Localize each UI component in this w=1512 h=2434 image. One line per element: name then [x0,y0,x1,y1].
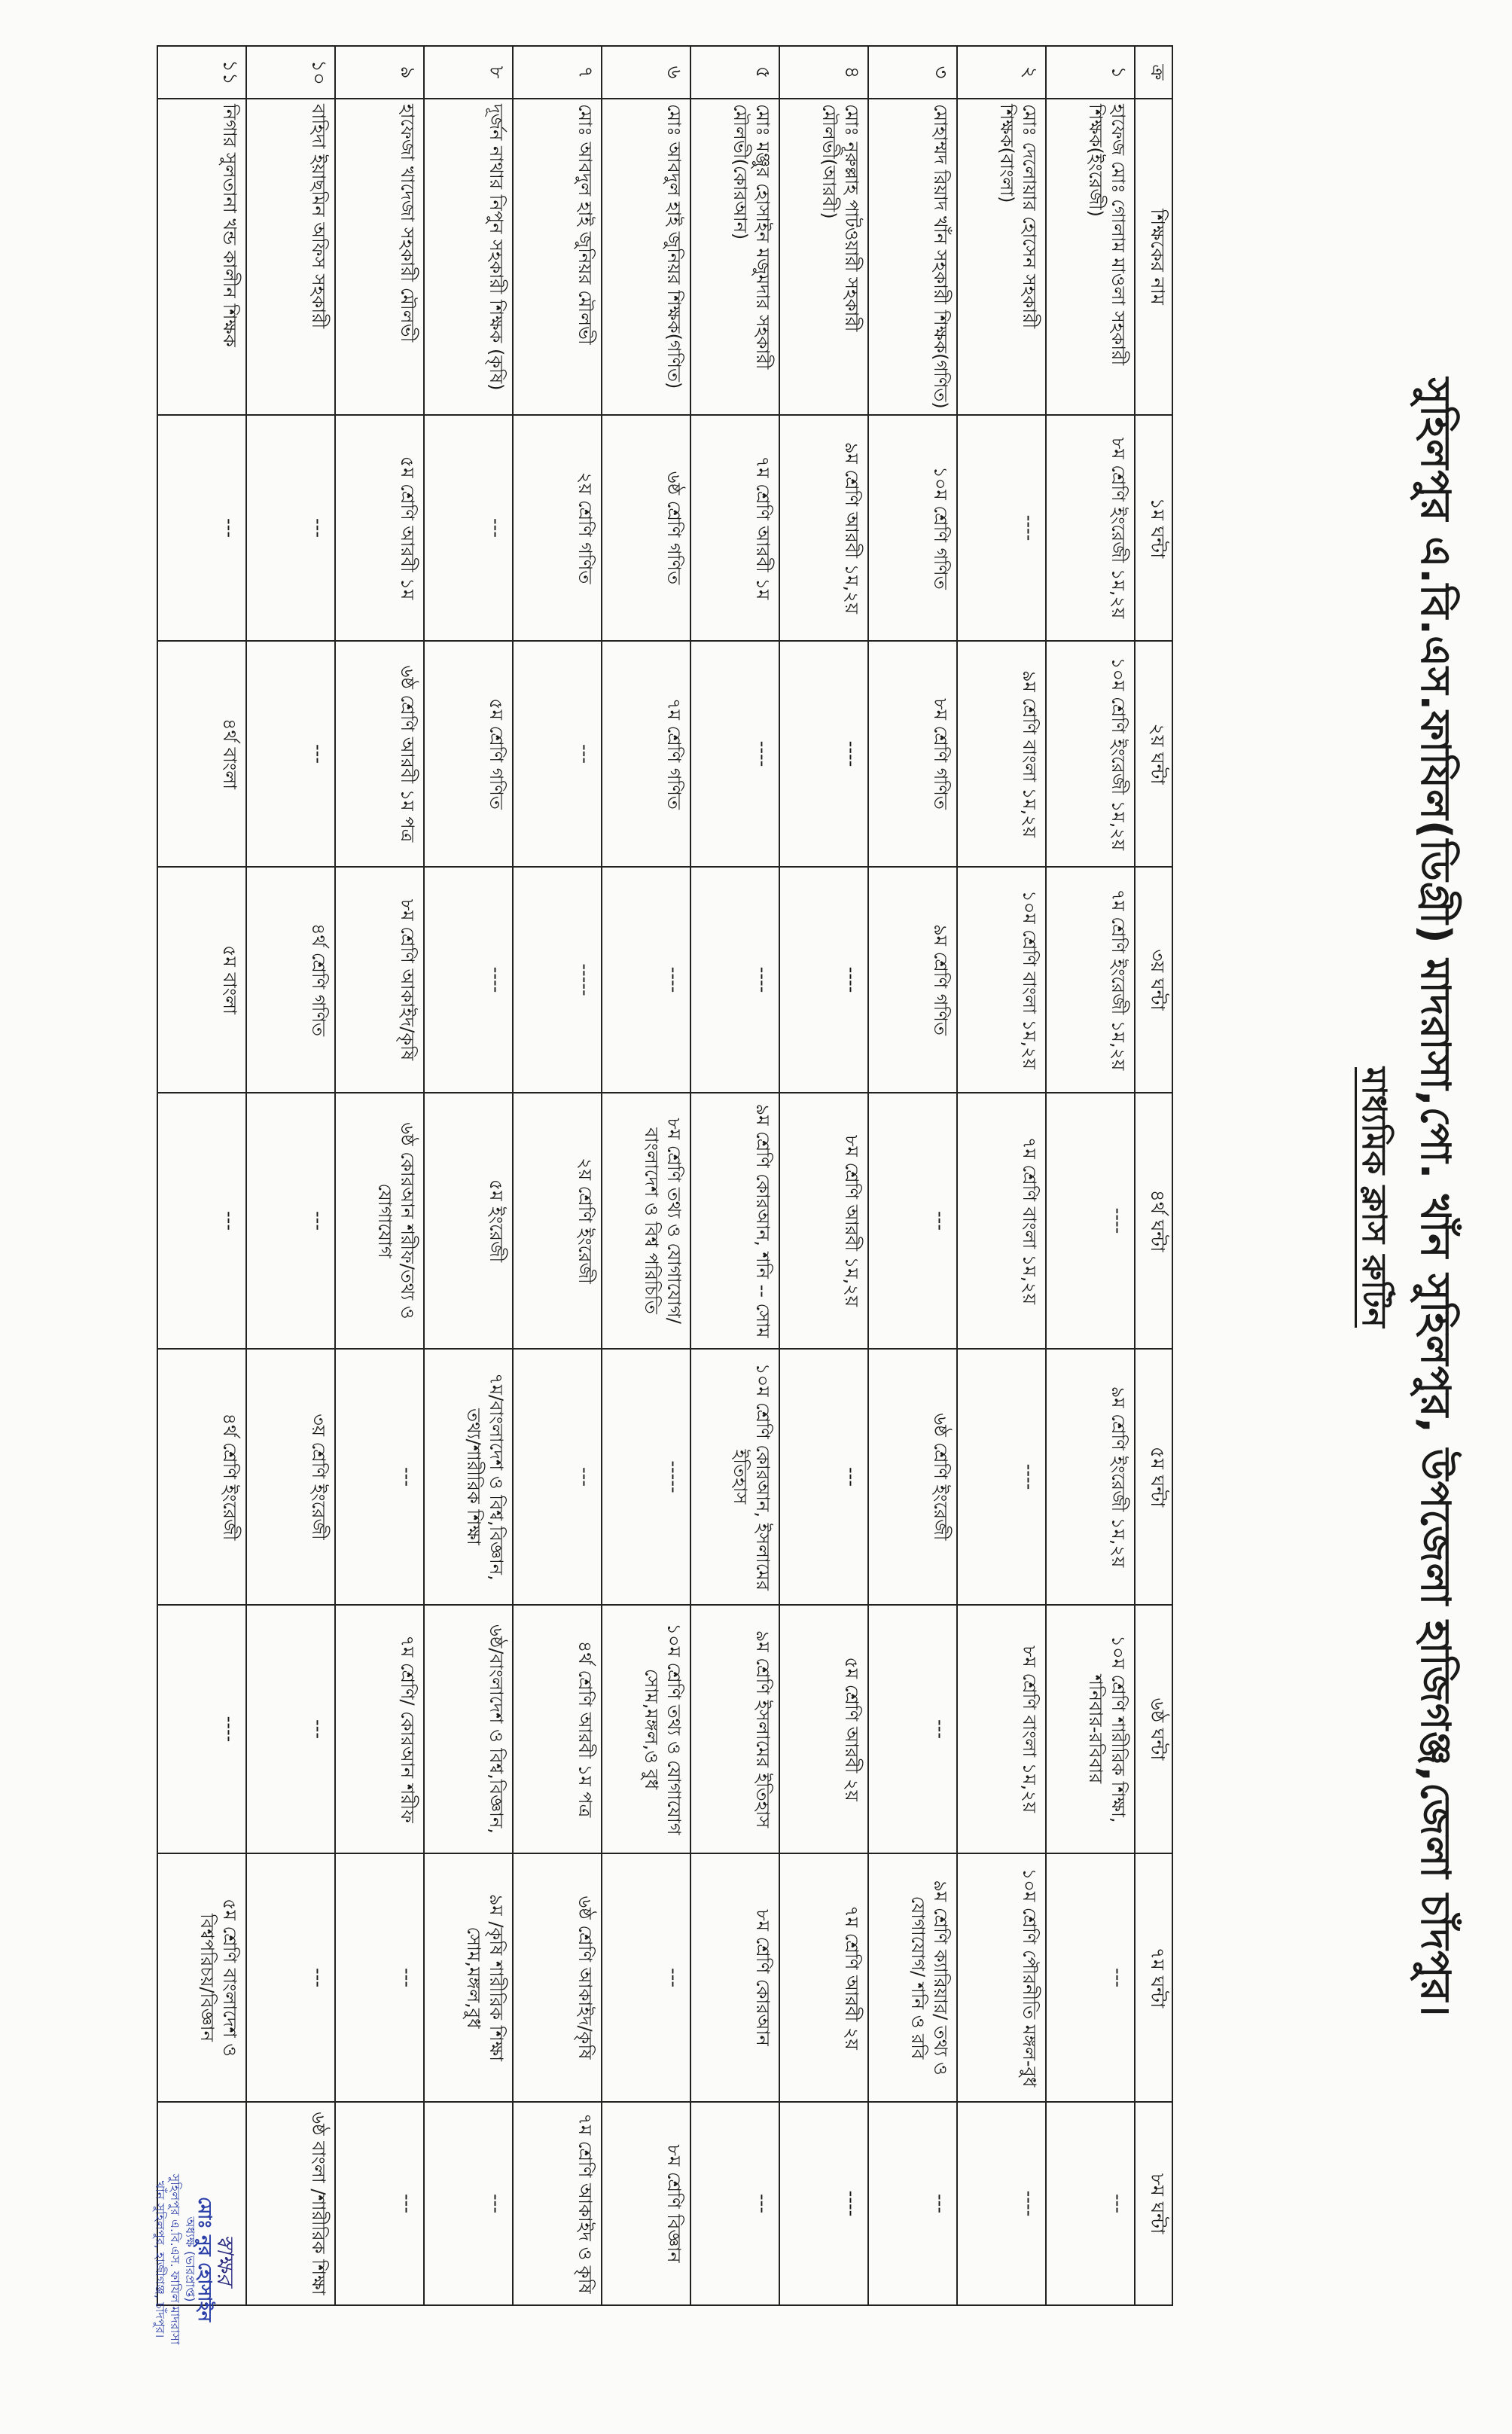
teacher-name: নিগার সুলতানা খন্ড কালীন শিক্ষক [157,99,246,415]
period-cell: --- [513,641,602,867]
period-cell: --- [1046,1853,1135,2102]
period-cell: ৮ম শ্রেণি ইংরেজী ১ম,২য় [1046,415,1135,641]
seal-name: মোঃ নুর হোসাইন [194,2197,215,2322]
page-subtitle [1344,181,1399,2214]
period-cell: ৯ম শ্রেণি বাংলা ১ম,২য় [957,641,1046,867]
column-header: ৮ম ঘন্টা [1135,2102,1172,2305]
period-cell: --- [868,1093,957,1349]
rotated-content [81,0,1512,2380]
header-row [1135,46,1172,2305]
period-cell: ৮ম শ্রেণি বাংলা ১ম,২য় [957,1605,1046,1853]
period-cell: ৭ম শ্রেণি ইংরেজী ১ম,২য় [1046,867,1135,1093]
principal-seal [152,2146,238,2372]
period-cell: ---- [424,867,513,1093]
period-cell: ২য় শ্রেণি গণিত [513,415,602,641]
period-cell: ৯ম শ্রেণি ক্যারিয়ার/ তথ্য ও যোগাযোগ/ শনি ও রবি [868,1853,957,2102]
period-cell: --- [602,1853,690,2102]
period-cell: ---- [690,641,779,867]
column-header: ১ম ঘন্টা [1135,415,1172,641]
period-cell: ৯ম শ্রেণি গণিত [868,867,957,1093]
table-row [157,46,246,2305]
table-row [779,46,868,2305]
period-cell: ৩য় শ্রেণি ইংরেজী [246,1349,335,1605]
period-cell: ---- [157,1605,246,1853]
period-cell: --- [690,2102,779,2305]
period-cell: ৭ম/বাংলাদেশ ও বিশ্ব,বিজ্ঞান, তথ্য/শারীরিক শিক্ষা [424,1349,513,1605]
column-header: ৫ম ঘন্টা [1135,1349,1172,1605]
seal-address: খাঁন সুহিলপুর, হাজীগঞ্জ, চাঁদপুর। [153,2180,167,2338]
period-cell: ৭ম শ্রেণি গণিত [602,641,690,867]
teacher-name: মোঃ দেলোয়ার হোসেন সহকারী শিক্ষক(বাংলা) [957,99,1046,415]
table-row [246,46,335,2305]
period-cell: ৮ম শ্রেণি কোরআন [690,1853,779,2102]
period-cell: --- [335,1853,424,2102]
period-cell: --- [779,1349,868,1605]
period-cell: ৫ম শ্রেণি বাংলাদেশ ও বিশ্বপরিচয়/বিজ্ঞান [157,1853,246,2102]
period-cell: ৭ম শ্রেণি/ কোরআন শরীফ [335,1605,424,1853]
column-header: ২য় ঘন্টা [1135,641,1172,867]
period-cell: ৬ষ্ঠ কোরআন শরীফ/তথ্য ও যোগাযোগ [335,1093,424,1349]
period-cell: ৬ষ্ঠ শ্রেণি আরবী ১ম পত্র [335,641,424,867]
period-cell: ৯ম শ্রেণি কোরআন, শনি -- সোম [690,1093,779,1349]
teacher-name: হাফেজা খাদেজা সহকারী মৌলভী [335,99,424,415]
row-number: ১০ [246,46,335,99]
period-cell: ৮ম শ্রেণি গণিত [868,641,957,867]
period-cell: ---- [690,867,779,1093]
period-cell: ----- [513,867,602,1093]
period-cell: --- [1046,2102,1135,2305]
table-row [1046,46,1135,2305]
column-header: ৪র্থ ঘন্টা [1135,1093,1172,1349]
period-cell: --- [335,1349,424,1605]
period-cell: --- [246,1605,335,1853]
period-cell: ---- [957,415,1046,641]
column-header: ৬ষ্ঠ ঘন্টা [1135,1605,1172,1853]
table-body [157,46,1135,2305]
period-cell: ১০ম শ্রেণি তথ্য ও যোগাযোগ সোম,মঙ্গল,ও বুধ [602,1605,690,1853]
period-cell: ৫ম বাংলা [157,867,246,1093]
period-cell: ৫ম শ্রেণি আরবী ১ম [335,415,424,641]
subtitle-text: মাধ্যমিক ক্লাস রুটিন [1355,1067,1393,1328]
period-cell: --- [246,1853,335,2102]
period-cell: ১০ম শ্রেণি শারীরিক শিক্ষা, শনিবার-রবিবার [1046,1605,1135,1853]
period-cell: ২য় শ্রেণি ইংরেজী [513,1093,602,1349]
row-number: ৬ [602,46,690,99]
period-cell: ৭ম শ্রেণি বাংলা ১ম,২য় [957,1093,1046,1349]
period-cell: ---- [779,2102,868,2305]
row-number: ৩ [868,46,957,99]
row-number: ১ [1046,46,1135,99]
period-cell: ৮ম শ্রেণি তথ্য ও যোগাযোগ/বাংলাদেশ ও বিশ্ব পরিচিতি [602,1093,690,1349]
period-cell: ---- [957,2102,1046,2305]
period-cell: ১০ম শ্রেণি বাংলা ১ম,২য় [957,867,1046,1093]
period-cell: ৭ম শ্রেণি আরবী ২য় [779,1853,868,2102]
period-cell: ৫ম ইংরেজী [424,1093,513,1349]
period-cell: ১০ম শ্রেণি গণিত [868,415,957,641]
period-cell: --- [246,415,335,641]
row-number: ১১ [157,46,246,99]
teacher-name: হাফেজ মোঃ গোলাম মাওলা সহকারী শিক্ষক(ইংরেজী) [1046,99,1135,415]
seal-institution: সুহিলপুর এ.বি.এস. ফাযিল মাদরাসা [168,2173,182,2345]
period-cell: ৫ম শ্রেণি গণিত [424,641,513,867]
period-cell: ----- [602,1349,690,1605]
teacher-name: বাহিদা ইয়াছমিন অফিস সহকারী [246,99,335,415]
table-row [868,46,957,2305]
teacher-name: মোঃ নূরুল্লাহ পাটওয়ারী সহকারী মৌলভী(আরবী) [779,99,868,415]
period-cell: ---- [602,867,690,1093]
signature: স্বাক্ষর [212,2234,238,2285]
period-cell: --- [868,2102,957,2305]
period-cell: ৪র্থ শ্রেণি ইংরেজী [157,1349,246,1605]
teacher-name: মোহাম্মদ রিয়াদ খাঁন সহকারী শিক্ষক(গণিত) [868,99,957,415]
period-cell: --- [246,641,335,867]
period-cell: --- [157,1093,246,1349]
period-cell: ৬ষ্ঠ শ্রেণি ইংরেজী [868,1349,957,1605]
table-row [513,46,602,2305]
column-header: ৩য় ঘন্টা [1135,867,1172,1093]
period-cell: ---- [779,867,868,1093]
period-cell: ৭ম শ্রেণি আরবী ১ম [690,415,779,641]
period-cell: ৯ম শ্রেণি ইংরেজী ১ম,২য় [1046,1349,1135,1605]
period-cell: ৯ম শ্রেণি ইসলামের ইতিহাস [690,1605,779,1853]
period-cell: ৬ষ্ঠ/বাংলাদেশ ও বিশ্ব,বিজ্ঞান, [424,1605,513,1853]
period-cell: --- [424,2102,513,2305]
period-cell: ১০ম শ্রেণি পৌরনীতি মঙ্গল-বুধ [957,1853,1046,2102]
period-cell: ৮ম শ্রেণি বিজ্ঞান [602,2102,690,2305]
class-routine-table [157,45,1173,2306]
table-row [335,46,424,2305]
period-cell: ৪র্থ শ্রেণি আরবী ১ম পত্র [513,1605,602,1853]
period-cell: ১০ম শ্রেণি কোরআন, ইসলামের ইতিহাস [690,1349,779,1605]
period-cell: ৪র্থ শ্রেণি গণিত [246,867,335,1093]
column-header: ক্র [1135,46,1172,99]
teacher-name: দূর্জন নাথার নিপুন সহকারী শিক্ষক (কৃষি) [424,99,513,415]
period-cell: ৬ষ্ঠ বাংলা /শারীরিক শিক্ষা [246,2102,335,2305]
row-number: ২ [957,46,1046,99]
period-cell: ১০ম শ্রেণি ইংরেজী ১ম,২য় [1046,641,1135,867]
column-header: ৭ম ঘন্টা [1135,1853,1172,2102]
period-cell: ৫ম শ্রেণি আরবী ২য় [779,1605,868,1853]
period-cell: --- [868,1605,957,1853]
table-row [424,46,513,2305]
period-cell: --- [335,2102,424,2305]
period-cell: ৯ম শ্রেণি আরবী ১ম,২য় [779,415,868,641]
row-number: ৪ [779,46,868,99]
table-row [602,46,690,2305]
period-cell: ৬ষ্ঠ শ্রেণি আকাইদ/কৃষি [513,1853,602,2102]
column-header: শিক্ষকের নাম [1135,99,1172,415]
row-number: ৯ [335,46,424,99]
period-cell: ৯ম /কৃষি শারীরিক শিক্ষা সোম,মঙ্গল,বুধ [424,1853,513,2102]
period-cell: ৪র্থ বাংলা [157,641,246,867]
period-cell: ৮ম শ্রেণি আরবী ১ম,২য় [779,1093,868,1349]
period-cell: --- [513,1349,602,1605]
period-cell: ---- [1046,1093,1135,1349]
row-number: ৮ [424,46,513,99]
teacher-name: মোঃ আবদুল হাই জুনিয়র শিক্ষক(গণিত) [602,99,690,415]
period-cell: ৮ম শ্রেণি আকাইদ/কৃষি [335,867,424,1093]
table-row [690,46,779,2305]
period-cell: ৭ম শ্রেণি আকাইদ ও কৃষি [513,2102,602,2305]
period-cell: ---- [957,1349,1046,1605]
period-cell: ৬ষ্ঠ শ্রেণি গণিত [602,415,690,641]
table-row [957,46,1046,2305]
row-number: ৫ [690,46,779,99]
period-cell: --- [157,415,246,641]
seal-designation: অধ্যক্ষ (ভারপ্রাপ্ত) [183,2216,197,2302]
period-cell: --- [424,415,513,641]
period-cell: ---- [779,641,868,867]
teacher-name: মোঃ মঞ্জুর হোসাইন মজুমদার সহকারী মৌলভী(কোরআন) [690,99,779,415]
row-number: ৭ [513,46,602,99]
teacher-name: মোঃ আবদুল হাই জুনিয়র মৌলভী [513,99,602,415]
period-cell: --- [246,1093,335,1349]
page-title: সুহিলপুর এ.বি.এস.ফাযিল(ডিগ্রী) মাদরাসা,পো. খাঁন সুহিলপুর, উপজেলা হাজিগঞ্জ,জেলা চাঁদপুর। [1412,377,1459,2018]
